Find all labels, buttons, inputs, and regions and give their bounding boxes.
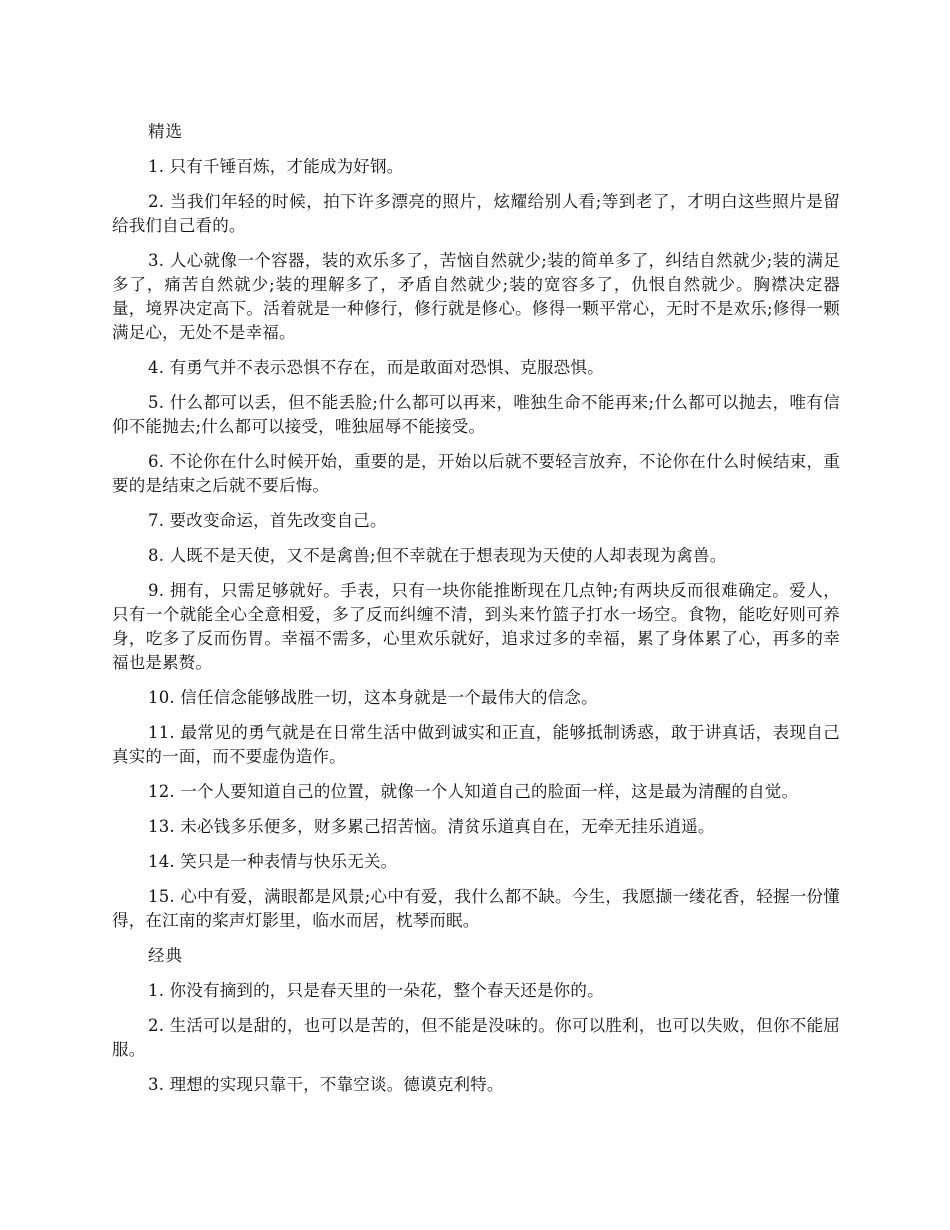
list-item: 7. 要改变命运，首先改变自己。 xyxy=(148,511,387,530)
list-item: 1. 只有千锤百炼，才能成为好钢。 xyxy=(148,157,404,176)
list-item: 15. 心中有爱，满眼都是风景;心中有爱，我什么都不缺。今生，我愿撷一缕花香，轻握一份懂得，在江南的桨声灯影里，临水而居，枕琴而眠。 xyxy=(112,887,840,930)
list-item: 9. 拥有，只需足够就好。手表，只有一块你能推断现在几点钟;有两块反而很难确定。爱人，只有一个就能全心全意相爱，多了反而纠缠不清，到头来竹篮子打水一场空。食物，能吃好则可养身，吃多了反而伤胃。幸福不需多，心里欢乐就好，追求过多的幸福，累了身体累了心，再多的幸福也是累赘。 xyxy=(112,581,840,672)
list-item: 4. 有勇气并不表示恐惧不存在，而是敢面对恐惧、克服恐惧。 xyxy=(148,358,604,377)
list-item: 5. 什么都可以丢，但不能丢脸;什么都可以再来，唯独生命不能再来;什么都可以抛去，唯有信仰不能抛去;什么都可以接受，唯独屈辱不能接受。 xyxy=(112,393,840,436)
list-item: 2. 当我们年轻的时候，拍下许多漂亮的照片，炫耀给别人看;等到老了，才明白这些照片是留给我们自己看的。 xyxy=(112,192,840,235)
list-item: 3. 人心就像一个容器，装的欢乐多了，苦恼自然就少;装的简单多了，纠结自然就少;装的满足多了，痛苦自然就少;装的理解多了，矛盾自然就少;装的宽容多了，仇恨自然就少。胸襟决定器量，境界决定高下。活着就是一种修行，修行就是修心。修得一颗平常心，无时不是欢乐;修得一颗满足心，无处不是幸福。 xyxy=(112,251,840,342)
document-page xyxy=(112,120,840,1108)
list-item: 3. 理想的实现只靠干，不靠空谈。德谟克利特。 xyxy=(148,1075,504,1094)
list-item: 11. 最常见的勇气就是在日常生活中做到诚实和正直，能够抵制诱惑，敢于讲真话，表现自己真实的一面，而不要虚伪造作。 xyxy=(112,723,840,766)
list-item: 8. 人既不是天使，又不是禽兽;但不幸就在于想表现为天使的人却表现为禽兽。 xyxy=(148,546,727,565)
list-item: 12. 一个人要知道自己的位置，就像一个人知道自己的脸面一样，这是最为清醒的自觉。 xyxy=(148,782,799,801)
list-item: 6. 不论你在什么时候开始，重要的是，开始以后就不要轻言放弃，不论你在什么时候结束，重要的是结束之后就不要后悔。 xyxy=(112,452,840,495)
section-heading-jingdian: 经典 xyxy=(148,946,183,965)
section-heading-jingxuan: 精选 xyxy=(148,122,183,141)
list-item: 14. 笑只是一种表情与快乐无关。 xyxy=(148,852,398,871)
list-item: 1. 你没有摘到的，只是春天里的一朵花，整个春天还是你的。 xyxy=(148,981,604,1000)
list-item: 13. 未必钱多乐便多，财多累己招苦恼。清贫乐道真自在，无牵无挂乐逍遥。 xyxy=(148,817,715,836)
list-item: 2. 生活可以是甜的，也可以是苦的，但不能是没味的。你可以胜利，也可以失败，但你不能屈服。 xyxy=(112,1016,840,1059)
list-item: 10. 信任信念能够战胜一切，这本身就是一个最伟大的信念。 xyxy=(148,688,598,707)
